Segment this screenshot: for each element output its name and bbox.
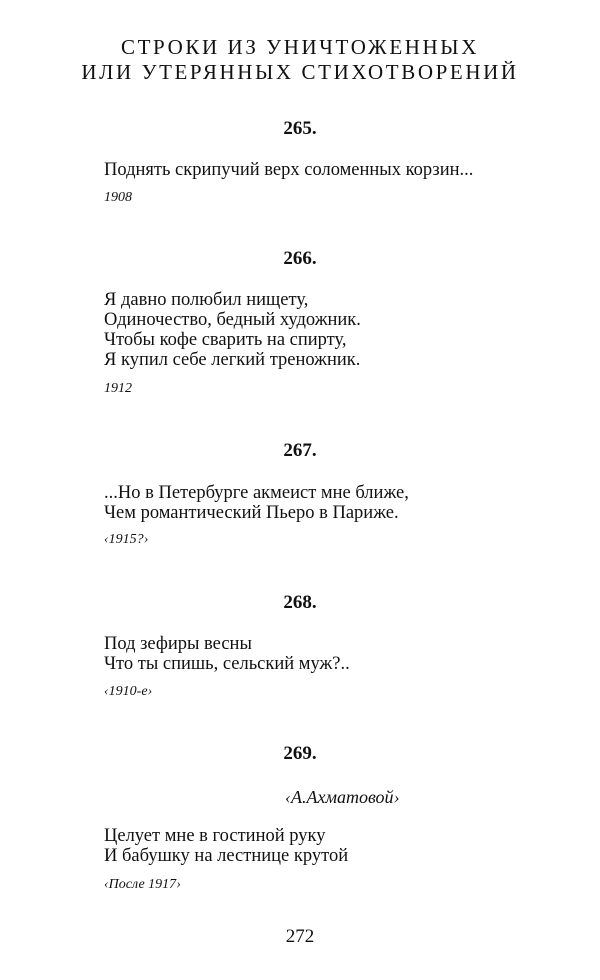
verse-line: Чем романтический Пьеро в Париже.: [104, 503, 399, 523]
verse-line: Что ты спишь, сельский муж?..: [104, 654, 350, 674]
poem-date: 1908: [104, 190, 132, 205]
poem-date: 1912: [104, 381, 132, 396]
poem-date: ‹1915?›: [104, 532, 149, 547]
poem-number: 268.: [283, 592, 317, 613]
poem-number: 265.: [283, 118, 317, 139]
verse-line: И бабушку на лестнице крутой: [104, 846, 349, 866]
verse-line: Одиночество, бедный художник.: [104, 310, 361, 330]
poem-number: 266.: [283, 248, 317, 269]
poem-dedication: ‹А.Ахматовой›: [285, 787, 400, 807]
page-number: 272: [285, 926, 315, 947]
verse-line: Я купил себе легкий треножник.: [104, 350, 361, 370]
verse-line: Поднять скрипучий верх соломенных корзин...: [104, 160, 474, 180]
poem-number: 269.: [283, 743, 317, 764]
verse-line: Чтобы кофе сварить на спирту,: [104, 330, 347, 350]
verse-line: Я давно полюбил нищету,: [104, 290, 309, 310]
poem-date: ‹1910-е›: [104, 684, 153, 699]
verse-line: Под зефиры весны: [104, 634, 252, 654]
verse-line: ...Но в Петербурге акмеист мне ближе,: [104, 483, 409, 503]
page-title-line-2: ИЛИ УТЕРЯННЫХ СТИХОТВОРЕНИЙ: [81, 60, 519, 84]
page-title-line-1: СТРОКИ ИЗ УНИЧТОЖЕННЫХ: [121, 35, 479, 59]
poem-number: 267.: [283, 440, 317, 461]
verse-line: Целует мне в гостиной руку: [104, 826, 326, 846]
poem-date: ‹После 1917›: [104, 877, 181, 892]
